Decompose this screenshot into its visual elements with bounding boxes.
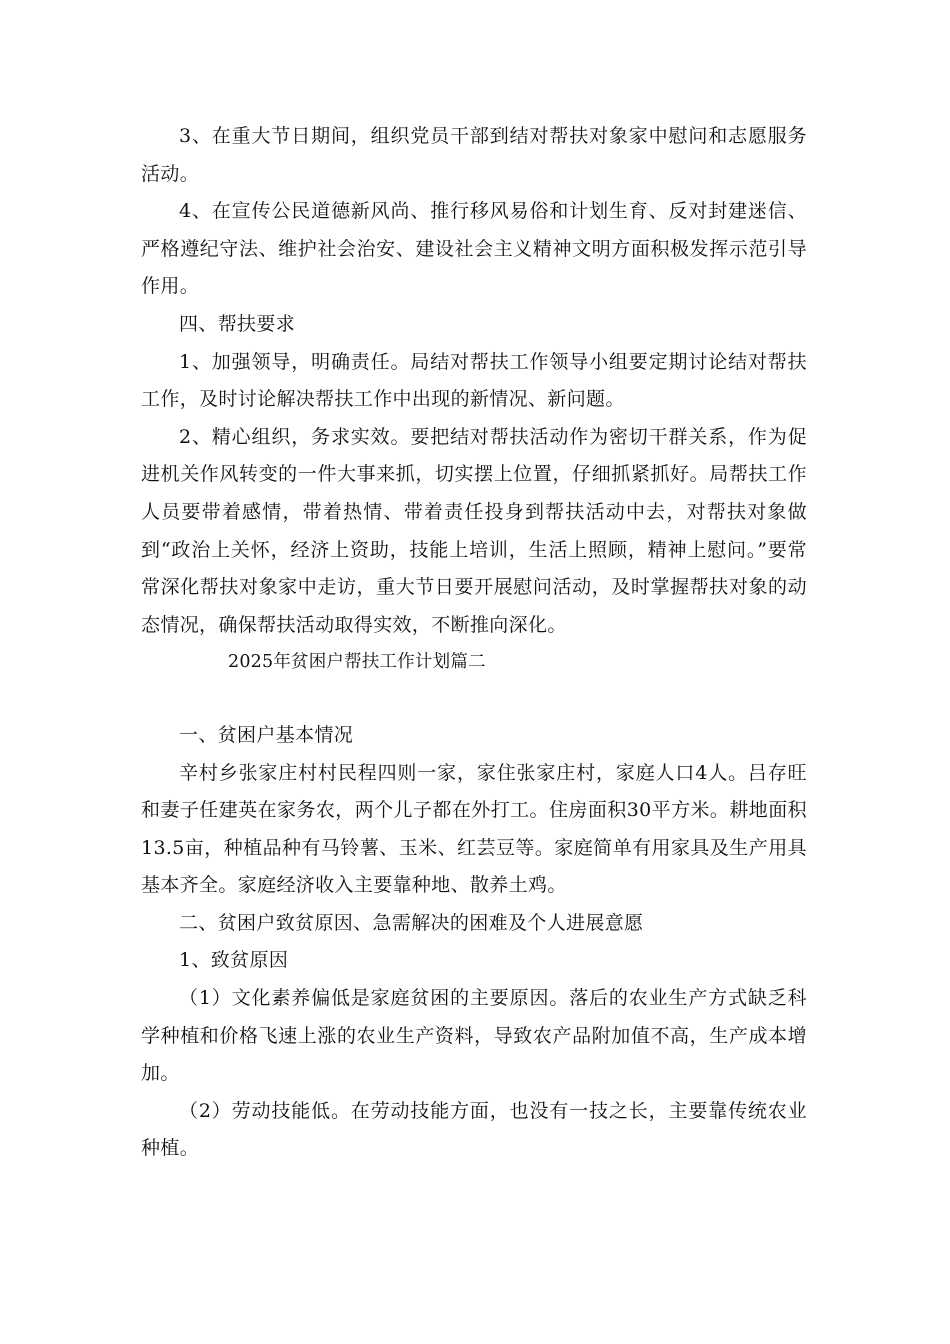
- section-heading-causes: 二、贫困户致贫原因、急需解决的困难及个人进展意愿: [179, 911, 644, 934]
- section-title: 2025年贫困户帮扶工作计划篇二: [228, 652, 486, 673]
- paragraph-requirement-2: 2、精心组织，务求实效。要把结对帮扶活动作为密切干群关系，作为促进机关作风转变的一件大事来抓，切实摆上位置，仔细抓紧抓好。局帮扶工作人员要带着感情，带着热情、带着责任投身到帮扶活动中去，对帮扶对象做到“政治上关怀，经济上资助，技能上培训，生活上照顾，精神上慰问。”要常常深化帮扶对象家中走访，重大节日要开展慰问活动，及时掌握帮扶对象的动态情况，确保帮扶活动取得实效，不断推向深化。: [141, 425, 807, 636]
- spacer: [141, 682, 807, 717]
- document-body: [141, 118, 807, 1168]
- subheading-causes: 1、致贫原因: [179, 949, 289, 972]
- paragraph-cause-2: （2）劳动技能低。在劳动技能方面，也没有一技之长，主要靠传统农业种植。: [141, 1099, 807, 1160]
- section-heading-basic-info: 一、贫困户基本情况: [179, 723, 354, 746]
- paragraph-requirement-1: 1、加强领导，明确责任。局结对帮扶工作领导小组要定期讨论结对帮扶工作，及时讨论解决帮扶工作中出现的新情况、新问题。: [141, 350, 807, 411]
- section-heading-requirements: 四、帮扶要求: [179, 312, 296, 335]
- paragraph-item-3: 3、在重大节日期间，组织党员干部到结对帮扶对象家中慰问和志愿服务活动。: [141, 125, 807, 185]
- paragraph-cause-1: （1）文化素养偏低是家庭贫困的主要原因。落后的农业生产方式缺乏科学种植和价格飞速上涨的农业生产资料，导致农产品附加值不高，生产成本增加。: [141, 987, 807, 1085]
- paragraph-basic-info: 辛村乡张家庄村村民程四则一家，家住张家庄村，家庭人口4人。吕存旺和妻子任建英在家务农，两个儿子都在外打工。住房面积30平方米。耕地面积13.5亩，种植品种有马铃薯、玉米、红芸豆等。家庭简单有用家具及生产用具基本齐全。家庭经济收入主要靠种地、散养土鸡。: [141, 761, 807, 897]
- paragraph-item-4: 4、在宣传公民道德新风尚、推行移风易俗和计划生育、反对封建迷信、严格遵纪守法、维护社会治安、建设社会主义精神文明方面积极发挥示范引导作用。: [141, 200, 807, 298]
